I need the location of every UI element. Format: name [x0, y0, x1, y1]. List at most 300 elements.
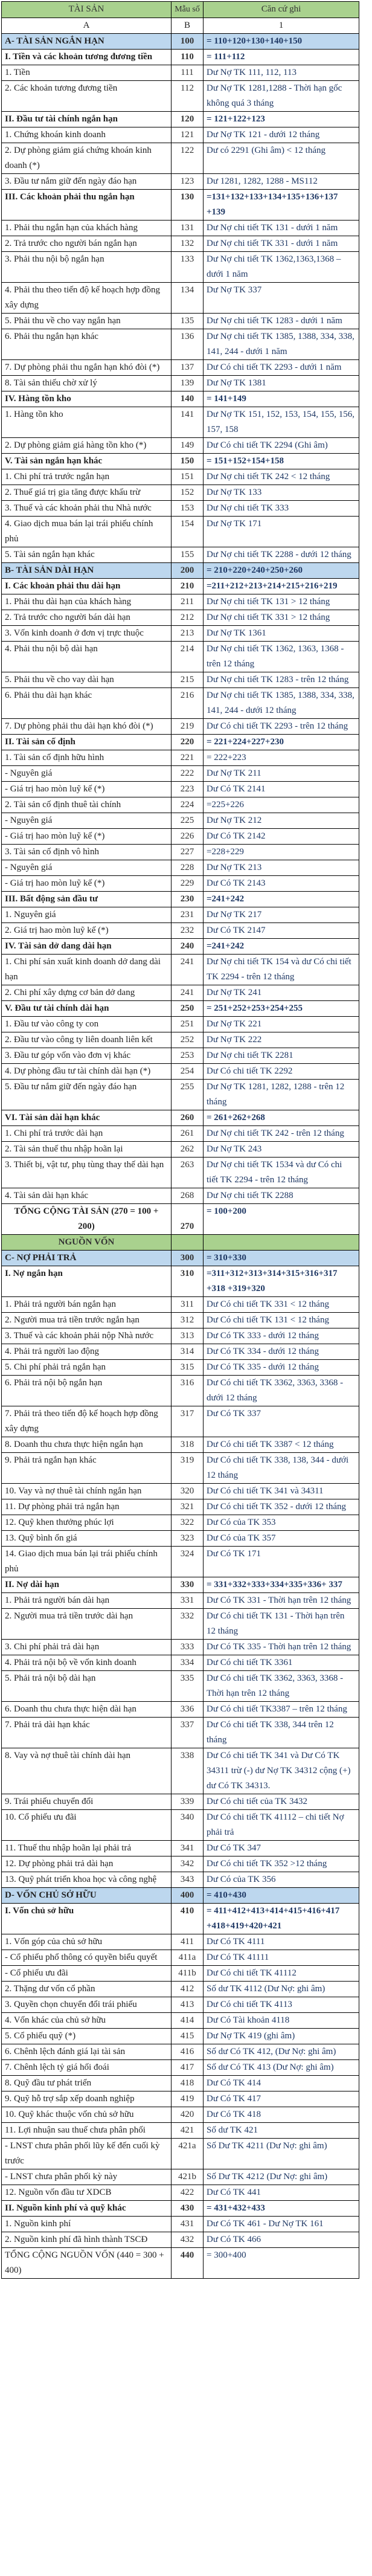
row-label: 2. Các khoản tương đương tiền	[2, 81, 172, 112]
row-code: 229	[172, 876, 204, 892]
table-row	[2, 1017, 359, 1032]
row-code: 154	[172, 517, 204, 547]
row-basis: Dư Có TK 414	[204, 2076, 359, 2091]
row-code: 411	[172, 1934, 204, 1950]
row-label: 1. Nguồn kinh phí	[2, 2217, 172, 2232]
row-code: 211	[172, 594, 204, 610]
row-basis: Dư Nợ TK 1361	[204, 626, 359, 642]
row-basis: Dư Nợ TK 151, 152, 153, 154, 155, 156, 157, 158	[204, 407, 359, 438]
row-code: 324	[172, 1547, 204, 1577]
row-basis: Dư Có chi tiết TK 3362, 3363, 3368 - dưới 12 tháng	[204, 1376, 359, 1406]
total-row	[2, 1204, 359, 1235]
row-code: 419	[172, 2091, 204, 2107]
row-basis: Số Dư TK 4212 (Dư Nợ: ghi âm)	[204, 2169, 359, 2185]
table-row	[2, 501, 359, 517]
table-row	[2, 939, 359, 955]
row-code: 152	[172, 485, 204, 501]
row-label: 4. Vốn khác của chủ sở hữu	[2, 2013, 172, 2029]
table-header-row	[2, 2, 359, 18]
table-row	[2, 1515, 359, 1531]
row-label: 4. Phải trả người lao động	[2, 1344, 172, 1360]
row-code: 341	[172, 1841, 204, 1856]
row-basis: = 100+200	[204, 1204, 359, 1235]
table-row	[2, 283, 359, 314]
row-label: 8. Vay và nợ thuê tài chính dài hạn	[2, 1748, 172, 1794]
row-label: 1. Tiền	[2, 65, 172, 81]
row-basis: Dư Có chi tiết TK 341 và Dư Có TK 34311 trừ (-) dư Nợ TK 34312 cộng (+) dư Có TK 34313.	[204, 1748, 359, 1794]
row-label: V. Đầu tư tài chính dài hạn	[2, 1001, 172, 1017]
row-code: 232	[172, 923, 204, 939]
row-basis: Dư Có chi tiết TK 41112 – chi tiết Nợ phải trả	[204, 1810, 359, 1841]
table-row	[2, 1950, 359, 1966]
row-label: 8. Tài sản thiếu chờ xử lý	[2, 376, 172, 391]
table-row	[2, 2060, 359, 2076]
table-row	[2, 329, 359, 360]
row-label: 8. Quỹ đầu tư phát triển	[2, 2076, 172, 2091]
row-code: 215	[172, 672, 204, 688]
row-label: 5. Tài sản ngắn hạn khác	[2, 547, 172, 563]
row-basis: Dư Có của TK 356	[204, 1872, 359, 1888]
table-row	[2, 1640, 359, 1655]
row-basis: =311+312+313+314+315+316+317 +318 +319+320	[204, 1266, 359, 1297]
row-code: 110	[172, 50, 204, 65]
row-label: 3. Vốn kinh doanh ở đơn vị trực thuộc	[2, 626, 172, 642]
table-row	[2, 81, 359, 112]
row-label: TỔNG CỘNG TÀI SẢN (270 = 100 + 200)	[2, 1204, 172, 1235]
row-label: 2. Thặng dư vốn cổ phần	[2, 1982, 172, 1997]
row-code: 155	[172, 547, 204, 563]
row-label: D- VỐN CHỦ SỞ HỮU	[2, 1888, 172, 1904]
table-row	[2, 1997, 359, 2013]
table-row	[2, 1810, 359, 1841]
table-row	[2, 642, 359, 672]
row-basis: Dư Nợ TK 111, 112, 113	[204, 65, 359, 81]
row-basis: Dư Nợ TK 212	[204, 813, 359, 829]
column-letter-row	[2, 18, 359, 34]
table-row	[2, 594, 359, 610]
table-row	[2, 1671, 359, 1702]
row-code: 112	[172, 81, 204, 112]
row-code: 121	[172, 127, 204, 143]
row-label: 2. Đầu tư vào công ty liên doanh liên kết	[2, 1032, 172, 1048]
row-label: 7. Chênh lệch tỷ giá hối đoái	[2, 2060, 172, 2076]
row-label: 1. Phải thu dài hạn của khách hàng	[2, 594, 172, 610]
table-row	[2, 2139, 359, 2169]
table-row	[2, 1001, 359, 1017]
row-basis: Dư Có chi tiết TK 2293 - dưới 1 năm	[204, 360, 359, 376]
row-basis: Dư 1281, 1282, 1288 - MS112	[204, 174, 359, 190]
row-code: 210	[172, 579, 204, 594]
table-row	[2, 236, 359, 252]
row-basis: Dư Có chi tiết TK 341 và 34311	[204, 1484, 359, 1499]
row-label: 7. Dự phòng phải thu ngắn hạn khó đòi (*)	[2, 360, 172, 376]
table-row	[2, 1484, 359, 1499]
table-row	[2, 955, 359, 985]
row-basis: = 210+220+240+250+260	[204, 563, 359, 579]
row-basis: Dư Có chi tiết TK 2294 (Ghi âm)	[204, 438, 359, 454]
row-code: 131	[172, 221, 204, 236]
row-basis: = 111+112	[204, 50, 359, 65]
row-code: 255	[172, 1080, 204, 1110]
row-label: - Nguyên giá	[2, 860, 172, 876]
row-label: 5. Phải thu về cho vay dài hạn	[2, 672, 172, 688]
table-row	[2, 672, 359, 688]
row-code: 228	[172, 860, 204, 876]
header-basis: Căn cứ ghi	[204, 2, 359, 18]
header-code: Mẫu số	[172, 2, 204, 18]
row-code: 122	[172, 143, 204, 174]
row-basis: Số dư Có TK 412, (Dư Nợ: ghi âm)	[204, 2044, 359, 2060]
row-basis: Dư Có TK 347	[204, 1841, 359, 1856]
row-code: 412	[172, 1982, 204, 1997]
row-label: III. Các khoản phải thu ngắn hạn	[2, 190, 172, 221]
row-code: 263	[172, 1158, 204, 1188]
table-row	[2, 2107, 359, 2123]
table-row	[2, 376, 359, 391]
row-basis: = 410+430	[204, 1888, 359, 1904]
table-row	[2, 547, 359, 563]
row-label: 6. Phải thu ngắn hạn khác	[2, 329, 172, 360]
row-basis: Dư Có TK 2143	[204, 876, 359, 892]
row-basis: Dư có 2291 (Ghi âm) < 12 tháng	[204, 143, 359, 174]
row-basis: Dư Nợ chi tiết TK 242 - trên 12 tháng	[204, 1126, 359, 1142]
row-code: 431	[172, 2217, 204, 2232]
row-code: 231	[172, 907, 204, 923]
row-basis: Dư Có chi tiết TK 352 - dưới 12 tháng	[204, 1499, 359, 1515]
table-row	[2, 1266, 359, 1297]
row-label: 1. Chi phí sản xuất kinh doanh dở dang dài hạn	[2, 955, 172, 985]
table-row	[2, 391, 359, 407]
table-row	[2, 719, 359, 735]
row-label: 9. Trái phiếu chuyển đổi	[2, 1794, 172, 1810]
row-basis: Dư Nợ chi tiết TK 1362, 1363, 1368 - trên 12 tháng	[204, 642, 359, 672]
row-code: 151	[172, 469, 204, 485]
row-label: 2. Tài sản thuế thu nhập hoãn lại	[2, 1142, 172, 1158]
table-row	[2, 143, 359, 174]
row-basis: = 261+262+268	[204, 1110, 359, 1126]
row-code: 411a	[172, 1950, 204, 1966]
row-code: 421a	[172, 2139, 204, 2169]
row-basis: Dư Có TK 441	[204, 2185, 359, 2201]
table-row	[2, 876, 359, 892]
balance-sheet-table	[1, 1, 359, 2279]
section-row	[2, 34, 359, 50]
row-label: A- TÀI SẢN NGẮN HẠN	[2, 34, 172, 50]
row-label: III. Bất động sản đầu tư	[2, 892, 172, 907]
row-basis: Dư Nợ TK 217	[204, 907, 359, 923]
table-row	[2, 1609, 359, 1640]
row-code: 432	[172, 2232, 204, 2248]
row-label: 11. Thuế thu nhập hoãn lại phải trả	[2, 1841, 172, 1856]
row-code: 132	[172, 236, 204, 252]
row-code: 316	[172, 1376, 204, 1406]
table-row	[2, 517, 359, 547]
row-basis: Dư Có TK 2142	[204, 829, 359, 845]
row-label: 4. Phải trả nội bộ về vốn kinh doanh	[2, 1655, 172, 1671]
row-label: I. Vốn chủ sở hữu	[2, 1904, 172, 1934]
row-label: 2. Trả trước cho người bán ngắn hạn	[2, 236, 172, 252]
row-code: 440	[172, 2248, 204, 2279]
row-code: 421	[172, 2123, 204, 2139]
row-label: 4. Giao dịch mua bán lại trái phiếu chính phủ	[2, 517, 172, 547]
table-row	[2, 2091, 359, 2107]
row-code: 415	[172, 2029, 204, 2044]
row-basis: Dư Nợ chi tiết TK 2288 - dưới 12 tháng	[204, 547, 359, 563]
row-basis: Dư Nợ TK 241	[204, 985, 359, 1001]
row-basis: Dư Nợ chi tiết TK 2281	[204, 1048, 359, 1064]
row-basis: Dư Có chi tiết TK 338, 344 trên 12 tháng	[204, 1718, 359, 1748]
letter-a: A	[2, 18, 172, 34]
table-row	[2, 797, 359, 813]
row-basis: Dư Nợ chi tiết TK 1362,1363,1368 – dưới 1 năm	[204, 252, 359, 283]
row-label: 2. Dự phòng giảm giá chứng khoán kinh doanh (*)	[2, 143, 172, 174]
row-code: 318	[172, 1437, 204, 1453]
row-label: NGUỒN VỐN	[2, 1235, 172, 1251]
row-label: 10. Quỹ khác thuộc vốn chủ sở hữu	[2, 2107, 172, 2123]
row-code: 261	[172, 1126, 204, 1142]
row-code: 270	[172, 1204, 204, 1235]
row-label: 12. Dự phòng phải trả dài hạn	[2, 1856, 172, 1872]
row-code: 420	[172, 2107, 204, 2123]
row-code: 200	[172, 563, 204, 579]
row-label: 2. Người mua trả tiền trước ngắn hạn	[2, 1313, 172, 1328]
row-label: I. Các khoản phải thu dài hạn	[2, 579, 172, 594]
row-code: 137	[172, 360, 204, 376]
row-label: TỔNG CỘNG NGUỒN VỐN (440 = 300 + 400)	[2, 2248, 172, 2279]
row-code	[172, 1235, 204, 1251]
row-basis: = 300+400	[204, 2248, 359, 2279]
header-assets: TÀI SẢN	[2, 2, 172, 18]
row-code: 339	[172, 1794, 204, 1810]
row-basis: Dư Có chi tiết TK 2293 - trên 12 tháng	[204, 719, 359, 735]
table-row	[2, 1142, 359, 1158]
row-label: 9. Quỹ hỗ trợ sắp xếp doanh nghiệp	[2, 2091, 172, 2107]
row-code: 416	[172, 2044, 204, 2060]
row-label: 2. Người mua trả tiền trước dài hạn	[2, 1609, 172, 1640]
row-code: 227	[172, 845, 204, 860]
row-code: 214	[172, 642, 204, 672]
table-row	[2, 1547, 359, 1577]
row-label: I. Tiền và các khoản tương đương tiền	[2, 50, 172, 65]
table-row	[2, 2044, 359, 2060]
row-basis: = 310+330	[204, 1251, 359, 1266]
table-row	[2, 845, 359, 860]
table-row	[2, 221, 359, 236]
section-row	[2, 1251, 359, 1266]
table-row	[2, 1966, 359, 1982]
row-code: 400	[172, 1888, 204, 1904]
row-label: 8. Doanh thu chưa thực hiện ngắn hạn	[2, 1437, 172, 1453]
row-label: 2. Trả trước cho người bán dài hạn	[2, 610, 172, 626]
row-basis: Dư Nợ TK 419 (ghi âm)	[204, 2029, 359, 2044]
row-label: 6. Phải thu dài hạn khác	[2, 688, 172, 719]
row-code: 421b	[172, 2169, 204, 2185]
row-basis: Số dư Có TK 413 (Dư Nợ: ghi âm)	[204, 2060, 359, 2076]
row-code: 241	[172, 955, 204, 985]
row-code: 226	[172, 829, 204, 845]
row-code: 140	[172, 391, 204, 407]
row-code: 260	[172, 1110, 204, 1126]
row-label: 6. Doanh thu chưa thực hiện dài hạn	[2, 1702, 172, 1718]
table-row	[2, 782, 359, 797]
row-code: 219	[172, 719, 204, 735]
table-row	[2, 1328, 359, 1344]
row-basis: = 431+432+433	[204, 2201, 359, 2217]
row-label: 3. Đầu tư nắm giữ đến ngày đáo hạn	[2, 174, 172, 190]
row-code: 413	[172, 1997, 204, 2013]
row-basis: Dư Nợ chi tiết TK 131 - dưới 1 năm	[204, 221, 359, 236]
table-row	[2, 50, 359, 65]
row-label: 1. Chi phí trả trước dài hạn	[2, 1126, 172, 1142]
row-code: 250	[172, 1001, 204, 1017]
table-row	[2, 2029, 359, 2044]
row-label: 9. Phải trả ngắn hạn khác	[2, 1453, 172, 1484]
letter-1: 1	[204, 18, 359, 34]
row-code: 268	[172, 1188, 204, 1204]
row-basis: Dư Nợ chi tiết TK 2288	[204, 1188, 359, 1204]
row-label: B- TÀI SẢN DÀI HẠN	[2, 563, 172, 579]
row-label: 3. Quyền chọn chuyển đổi trái phiếu	[2, 1997, 172, 2013]
row-basis: = 121+122+123	[204, 112, 359, 127]
table-row	[2, 1718, 359, 1748]
row-code: 332	[172, 1609, 204, 1640]
row-label: 3. Tài sản cố định vô hình	[2, 845, 172, 860]
row-label: 4. Phải thu theo tiến độ kế hoạch hợp đồng xây dựng	[2, 283, 172, 314]
row-basis: Dư Có chi tiết TK3387 – trên 12 tháng	[204, 1702, 359, 1718]
row-basis: Dư Có chi tiết TK 338, 138, 344 - dưới 12 tháng	[204, 1453, 359, 1484]
table-row	[2, 1841, 359, 1856]
table-row	[2, 829, 359, 845]
row-code: 414	[172, 2013, 204, 2029]
row-code: 225	[172, 813, 204, 829]
table-row	[2, 1048, 359, 1064]
row-basis: Dư Có của TK 353	[204, 1515, 359, 1531]
table-row	[2, 1313, 359, 1328]
row-basis: = 141+149	[204, 391, 359, 407]
table-row	[2, 469, 359, 485]
row-code: 139	[172, 376, 204, 391]
table-row	[2, 735, 359, 750]
row-label: VI. Tài sản dài hạn khác	[2, 1110, 172, 1126]
row-basis: Dư Có chi tiết TK 3361	[204, 1655, 359, 1671]
row-label: IV. Hàng tồn kho	[2, 391, 172, 407]
row-code: 230	[172, 892, 204, 907]
table-row	[2, 1064, 359, 1080]
row-code: 340	[172, 1810, 204, 1841]
row-basis: Dư Nợ chi tiết TK 331 - dưới 1 năm	[204, 236, 359, 252]
row-code: 223	[172, 782, 204, 797]
row-basis: Dư Nợ TK 133	[204, 485, 359, 501]
table-row	[2, 2185, 359, 2201]
row-code: 216	[172, 688, 204, 719]
row-basis: = 221+224+227+230	[204, 735, 359, 750]
row-code: 252	[172, 1032, 204, 1048]
row-code: 322	[172, 1515, 204, 1531]
table-row	[2, 1593, 359, 1609]
row-label: 6. Phải trả nội bộ ngắn hạn	[2, 1376, 172, 1406]
row-code: 213	[172, 626, 204, 642]
row-code: 134	[172, 283, 204, 314]
row-code: 253	[172, 1048, 204, 1064]
row-code: 311	[172, 1297, 204, 1313]
row-code: 317	[172, 1406, 204, 1437]
table-row	[2, 766, 359, 782]
row-label: - LNST chưa phân phối lũy kế đến cuối kỳ trước	[2, 2139, 172, 2169]
row-code: 220	[172, 735, 204, 750]
row-label: 1. Chứng khoán kinh doanh	[2, 127, 172, 143]
row-basis: Dư Có TK 335 - dưới 12 tháng	[204, 1360, 359, 1376]
row-label: C- NỢ PHẢI TRẢ	[2, 1251, 172, 1266]
row-label: - Nguyên giá	[2, 813, 172, 829]
row-basis: Số Dư TK 4211 (Dư Nợ: ghi âm)	[204, 2139, 359, 2169]
row-code: 333	[172, 1640, 204, 1655]
row-basis: Dư Có chi tiết TK 2292	[204, 1064, 359, 1080]
row-code: 251	[172, 1017, 204, 1032]
table-row	[2, 1794, 359, 1810]
row-basis	[204, 1235, 359, 1251]
row-code: 222	[172, 766, 204, 782]
table-row	[2, 1499, 359, 1515]
row-code: 135	[172, 314, 204, 329]
row-code: 343	[172, 1872, 204, 1888]
row-label: 3. Thiết bị, vật tư, phụ tùng thay thế dài hạn	[2, 1158, 172, 1188]
row-basis: Dư Nợ chi tiết TK 1283 - dưới 1 năm	[204, 314, 359, 329]
row-basis: Dư Nợ TK 221	[204, 1017, 359, 1032]
row-label: 7. Phải trả theo tiến độ kế hoạch hợp đồng xây dựng	[2, 1406, 172, 1437]
row-label: 1. Tài sản cố định hữu hình	[2, 750, 172, 766]
row-label: 4. Phải thu nội bộ dài hạn	[2, 642, 172, 672]
row-code: 313	[172, 1328, 204, 1344]
row-label: 5. Cổ phiếu quỹ (*)	[2, 2029, 172, 2044]
table-row	[2, 750, 359, 766]
row-basis: = 222+223	[204, 750, 359, 766]
row-code: 331	[172, 1593, 204, 1609]
row-label: II. Đầu tư tài chính ngắn hạn	[2, 112, 172, 127]
row-label: 11. Lợi nhuận sau thuế chưa phân phối	[2, 2123, 172, 2139]
row-code: 310	[172, 1266, 204, 1297]
row-basis: Dư Nợ TK 211	[204, 766, 359, 782]
table-row	[2, 2217, 359, 2232]
row-label: 2. Giá trị hao mòn luỹ kế (*)	[2, 923, 172, 939]
row-label: II. Tài sản cố định	[2, 735, 172, 750]
row-code: 422	[172, 2185, 204, 2201]
row-basis: Dư Có chi tiết TK 41112	[204, 1966, 359, 1982]
row-label: 1. Đầu tư vào công ty con	[2, 1017, 172, 1032]
table-row	[2, 688, 359, 719]
section-row	[2, 1888, 359, 1904]
row-label: 11. Dự phòng phải trả ngắn hạn	[2, 1499, 172, 1515]
table-row	[2, 360, 359, 376]
row-code: 224	[172, 797, 204, 813]
row-code: 100	[172, 34, 204, 50]
table-row	[2, 1856, 359, 1872]
row-basis: Dư Có chi tiết của TK 3432	[204, 1794, 359, 1810]
row-basis: Dư Có TK 461 - Dư Nợ TK 161	[204, 2217, 359, 2232]
row-label: 5. Phải thu về cho vay ngắn hạn	[2, 314, 172, 329]
row-basis: Dư Nợ TK 1281,1288 - Thời hạn gốc không quá 3 tháng	[204, 81, 359, 112]
table-row	[2, 1360, 359, 1376]
table-row	[2, 2076, 359, 2091]
row-basis: = 151+152+154+158	[204, 454, 359, 469]
row-label: 2. Thuế giá trị gia tăng được khấu trừ	[2, 485, 172, 501]
row-code: 123	[172, 174, 204, 190]
row-label: 1. Hàng tồn kho	[2, 407, 172, 438]
table-row	[2, 2123, 359, 2139]
row-label: - Giá trị hao mòn luỹ kế (*)	[2, 829, 172, 845]
table-row	[2, 112, 359, 127]
table-row	[2, 127, 359, 143]
row-code: 411b	[172, 1966, 204, 1982]
